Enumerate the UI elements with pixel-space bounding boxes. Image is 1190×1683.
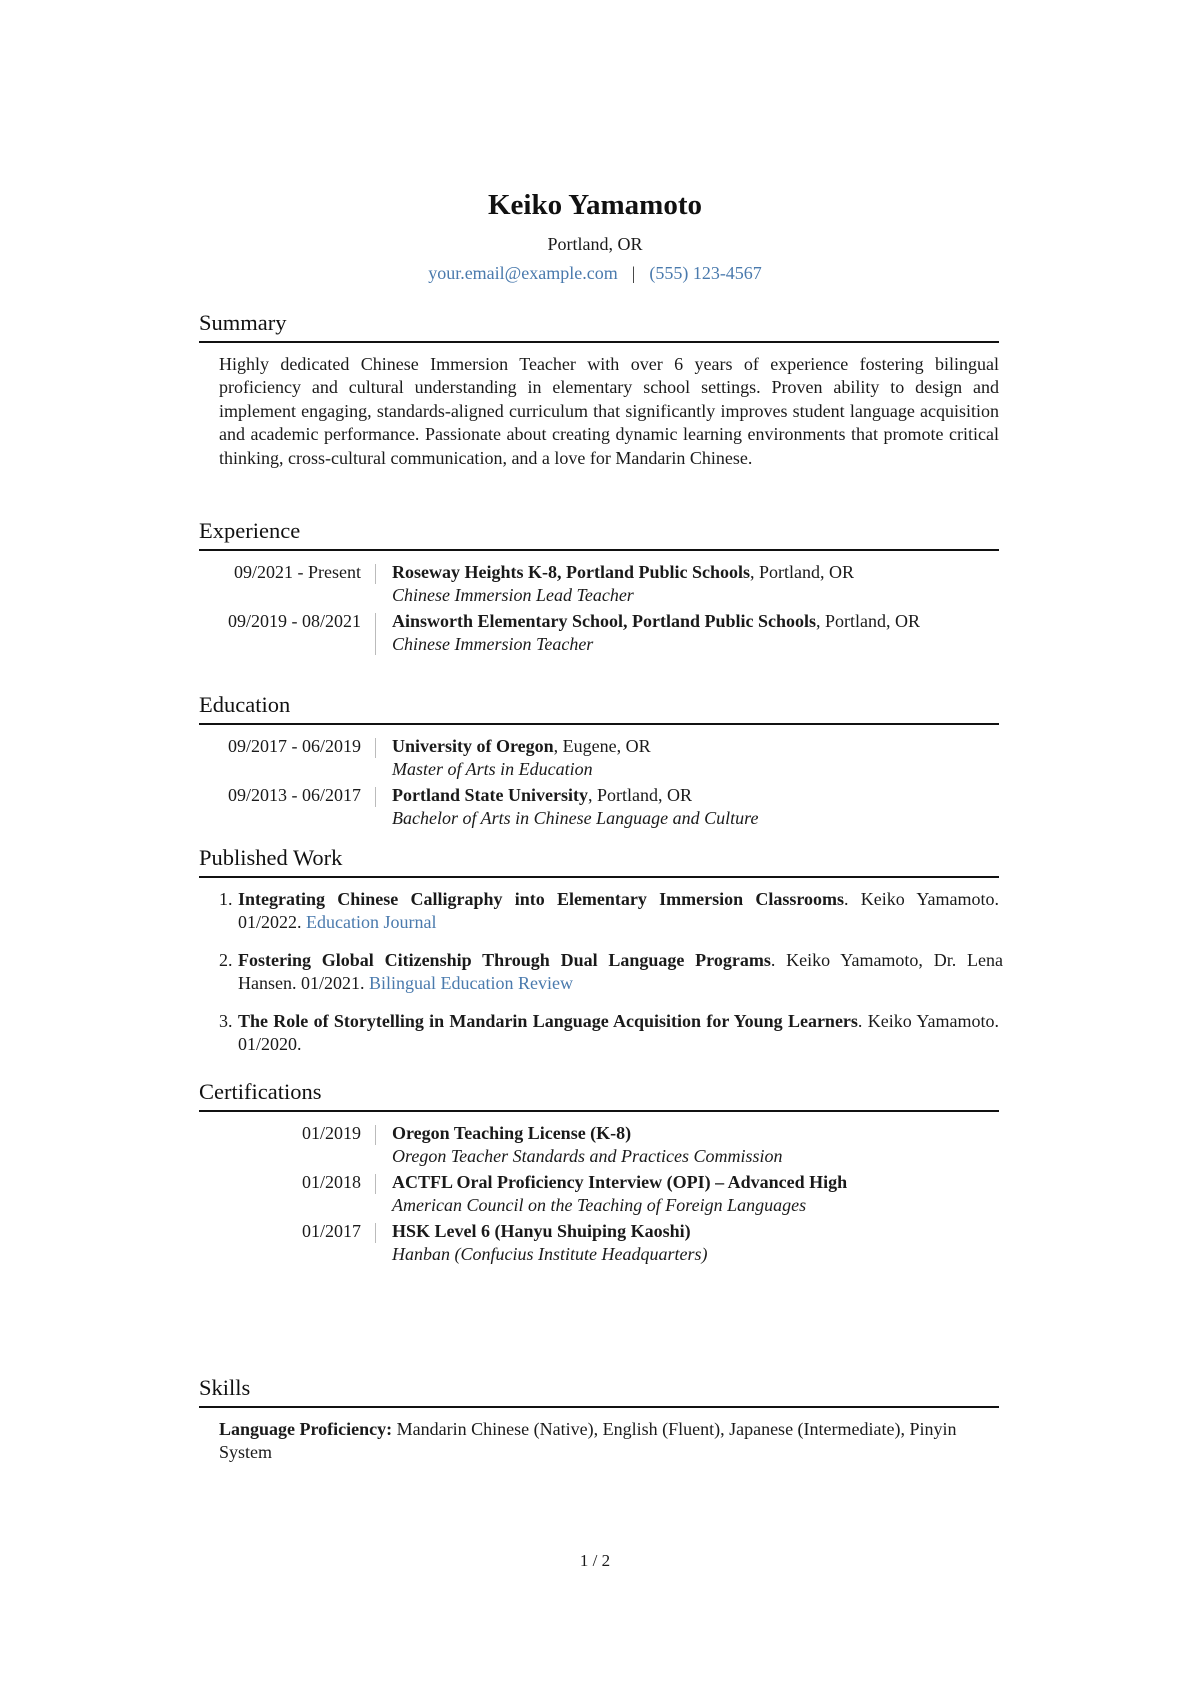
certification-name: HSK Level 6 (Hanyu Shuiping Kaoshi) [392,1220,691,1241]
page-number: 1 / 2 [579,1551,611,1570]
entry-date: 01/2019 [301,1123,361,1143]
phone-link[interactable]: (555) 123-4567 [649,263,762,283]
summary-section [199,309,999,470]
section-divider [199,1110,999,1112]
entry-date: 09/2021 - Present [234,562,361,582]
entry-degree: Bachelor of Arts in Chinese Language and Culture [392,808,759,829]
publication-details: . Keiko Yamamoto. 01/2022. [238,889,1000,933]
entry-location: , Eugene, OR [553,736,651,756]
section-divider [199,876,999,878]
certification-name: Oregon Teaching License (K-8) [392,1123,632,1143]
entry-role: Chinese Immersion Teacher [392,634,594,655]
summary-text: Highly dedicated Chinese Immersion Teacher with over 6 years of experience fostering bilingual proficiency and cultural understanding in elementary school settings. Proven ability to design and implement engaging, standards-aligned curriculum that significantly improves student language acquisition and academic performance. Passionate about creating dynamic learning environments that promote critical thinking, cross-cultural communication, and a love for Mandarin Chinese. [219,354,999,468]
experience-entry [199,561,999,608]
certifications-section [199,1078,999,1266]
publication-number: 2. [219,949,233,970]
publication-list [219,888,1003,1056]
section-divider [199,1406,999,1408]
certification-issuer: American Council on the Teaching of Foreign Languages [392,1195,807,1216]
entry-org: Roseway Heights K-8, Portland Public Schools [392,562,751,582]
section-divider [199,549,999,551]
section-title-skills: Skills [199,1375,251,1400]
section-divider [199,723,999,725]
section-title-education: Education [199,692,291,717]
entry-date: 09/2013 - 06/2017 [228,784,361,805]
education-entry [199,735,999,782]
entry-location: , Portland, OR [816,610,921,631]
section-title-published: Published Work [199,845,343,870]
entry-date: 01/2017 [301,1220,361,1241]
publication-item [219,949,1003,996]
publication-number: 1. [219,889,233,909]
publication-details: . Keiko Yamamoto. 01/2020. [238,1010,999,1055]
contact-separator: | [631,263,636,283]
email-link[interactable]: your.email@example.com [428,263,618,283]
entry-date: 09/2017 - 06/2019 [228,736,361,756]
certification-issuer: Hanban (Confucius Institute Headquarters) [392,1244,708,1265]
entry-org: Ainsworth Elementary School, Portland Public Schools [392,610,817,631]
skills-line [219,1418,1005,1465]
certification-name: ACTFL Oral Proficiency Interview (OPI) – Advanced High [392,1171,848,1192]
entry-school: University of Oregon [392,736,554,756]
publication-item [219,888,999,935]
entry-date: 01/2018 [301,1171,361,1192]
skills-value: Mandarin Chinese (Native), English (Fluent), Japanese (Intermediate), Pinyin System [219,1419,957,1463]
entry-role: Chinese Immersion Lead Teacher [392,585,634,606]
entry-school: Portland State University [392,784,588,805]
section-title-summary: Summary [199,310,287,335]
published-section [199,844,1003,1070]
entry-location: , Portland, OR [750,562,855,582]
publication-venue-link[interactable]: Education Journal [306,912,437,933]
resume-header [0,188,1190,285]
certification-issuer: Oregon Teacher Standards and Practices Commission [392,1146,783,1167]
candidate-name: Keiko Yamamoto [488,189,702,221]
skills-label: Language Proficiency: [219,1419,393,1439]
skills-section [199,1374,999,1465]
education-section [199,691,999,831]
certification-entry [199,1122,999,1169]
publication-details: . Keiko Yamamoto, Dr. Lena Hansen. 01/2021. [238,949,1003,994]
section-title-certifications: Certifications [199,1079,322,1104]
contact-line [0,261,1190,285]
section-title-experience: Experience [199,518,301,543]
entry-location: , Portland, OR [587,784,692,805]
certification-entry [199,1171,999,1218]
entry-degree: Master of Arts in Education [392,759,593,780]
publication-title: The Role of Storytelling in Mandarin Language Acquisition for Young Learners [238,1010,858,1031]
experience-entry [199,610,999,657]
publication-title: Integrating Chinese Calligraphy into Elementary Immersion Classrooms [238,889,845,909]
candidate-location: Portland, OR [547,234,643,254]
certification-entry [199,1220,999,1267]
experience-section [199,517,999,657]
section-divider [199,341,999,343]
publication-title: Fostering Global Citizenship Through Dual Language Programs [238,949,771,970]
publication-number: 3. [219,1010,233,1031]
publication-venue-link[interactable]: Bilingual Education Review [368,973,573,994]
education-entry [199,784,999,831]
entry-date: 09/2019 - 08/2021 [228,610,361,631]
publication-item [219,1010,999,1057]
